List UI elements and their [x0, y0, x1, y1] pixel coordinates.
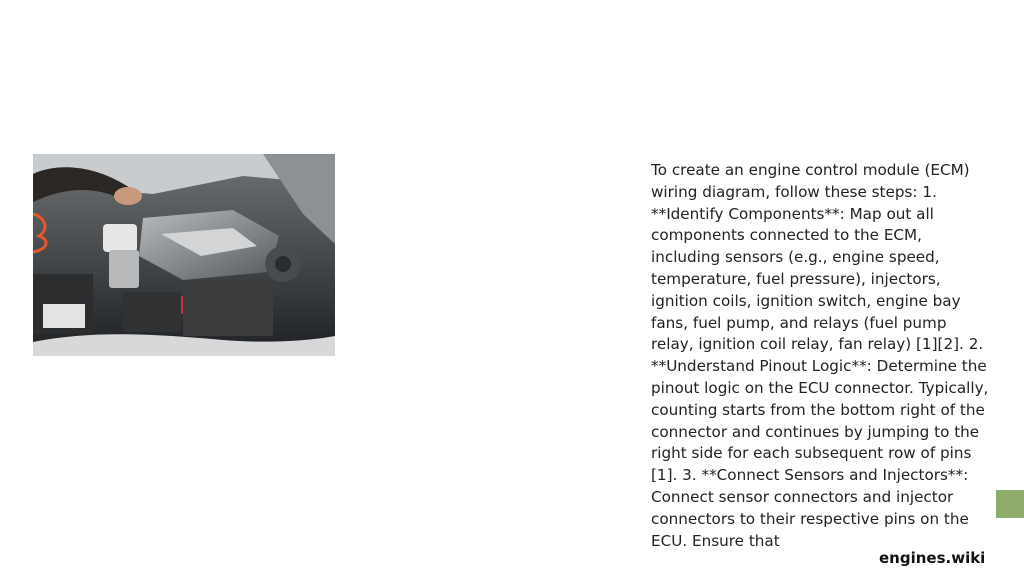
article-text: To create an engine control module (ECM) wiring diagram, follow these steps: 1. **Identify Components**: Map out all components connected to the ECM, including sensors (e.g., engine speed, temperature, fuel pressure), injectors, ignition coils, ignition switch, engine bay fans, fuel pump, and relays (fuel pump relay, ignition coil relay, fan relay) [1][2]. 2. **Understand Pinout Logic**: Determine the pinout logic on the ECU connector. Typically, counting starts from the bottom right of the connector and continues by jumping to the right side for each subsequent row of pins [1]. 3. **Connect Sensors and Injectors**: Connect sensor connectors and injector connectors to their respective pins on the ECU. Ensure that [651, 161, 989, 550]
engine-bay-photo [33, 154, 335, 356]
site-brand[interactable]: engines.wiki [879, 549, 986, 567]
side-tab[interactable] [996, 490, 1024, 518]
